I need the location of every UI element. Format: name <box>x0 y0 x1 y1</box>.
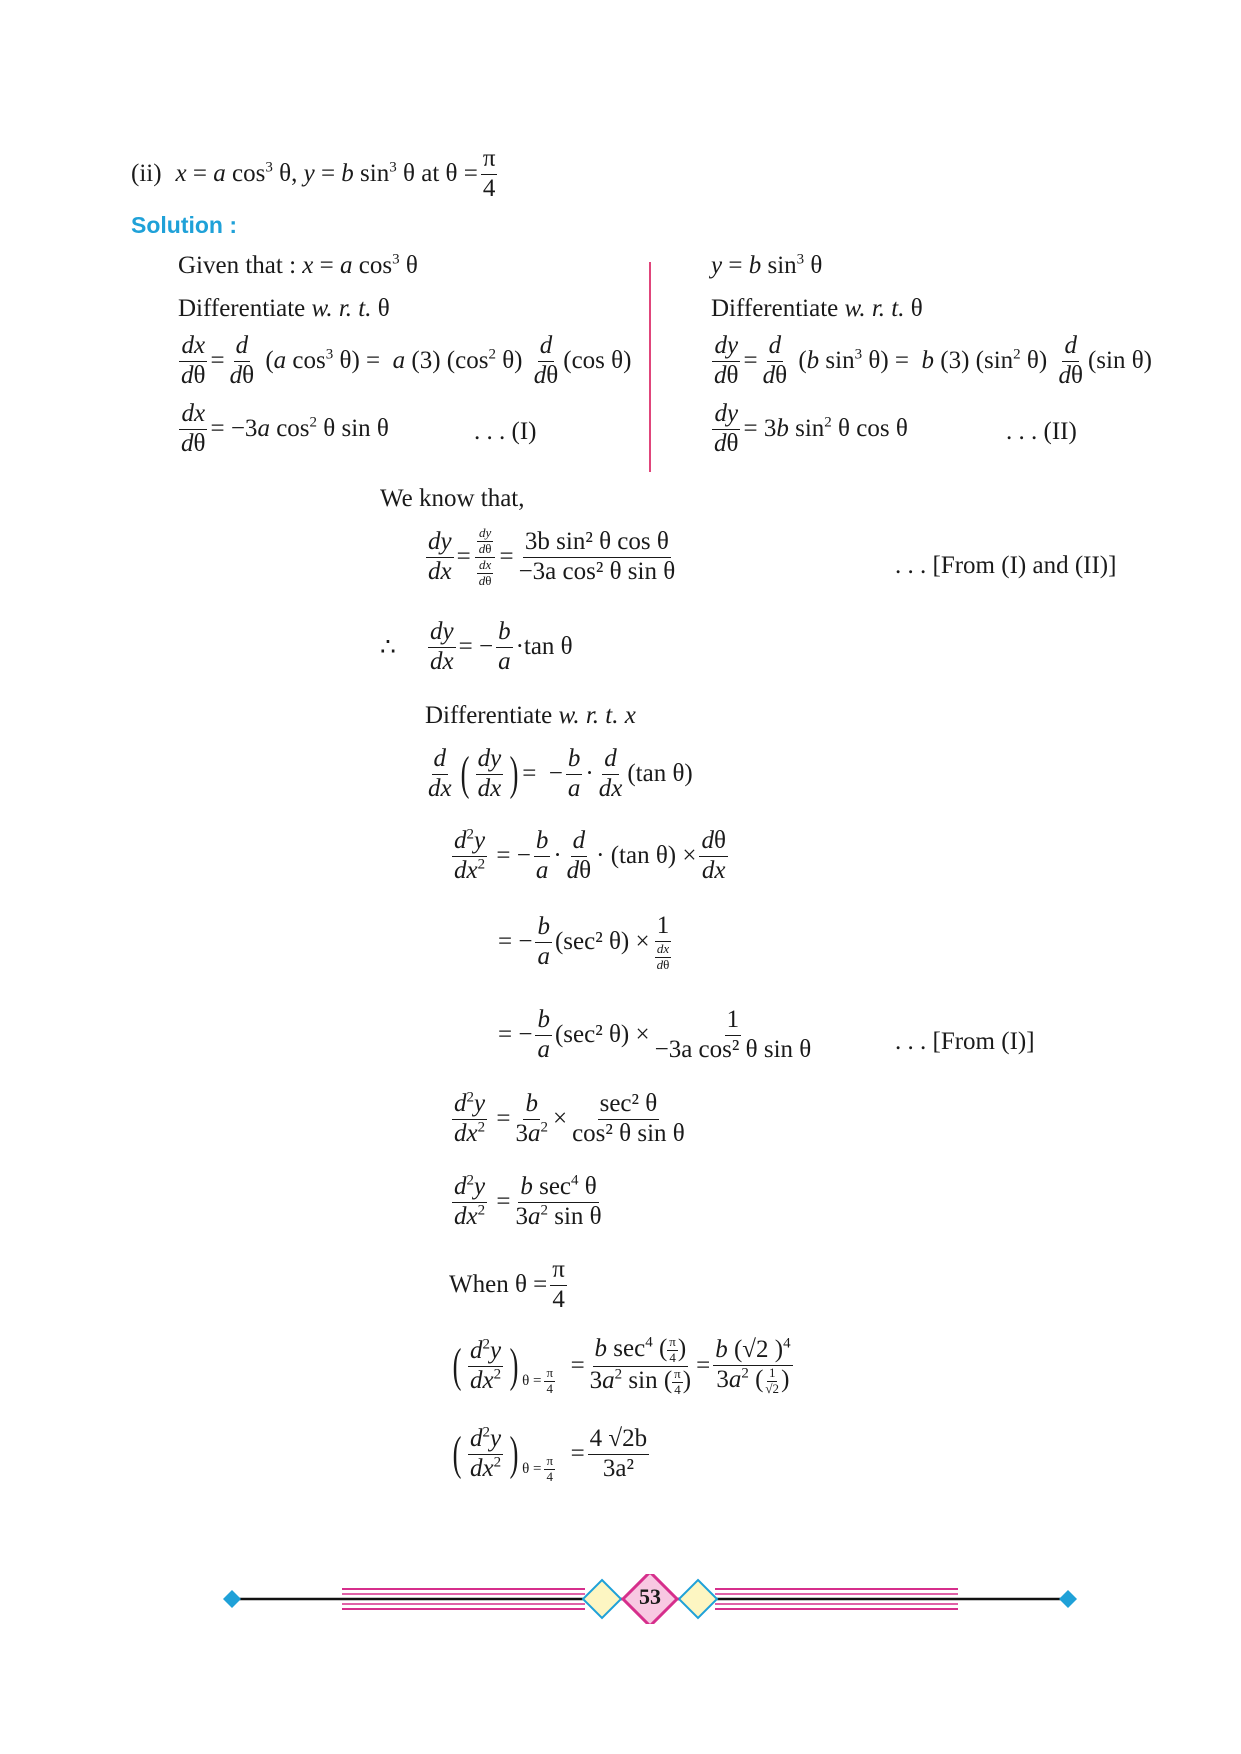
page-number: 53 <box>639 1584 661 1609</box>
evaluate-result: ( $\frac{d^2y}{dx^2}$ ) θ = $\frac{\pi}{4}$ = $\frac{4 √2b}{\text{3a²}}$ <box>452 1424 648 1484</box>
problem-statement <box>131 145 500 204</box>
second-derivative-step4: = − $\frac{b}{a}$ (sec² θ) × $\frac{1}{\text{−3a cos² θ sin θ}}$ <box>498 1006 812 1063</box>
right-eq1: $\frac{dy}{d\theta}$ = $\frac{d}{d\theta}$ (b $\sin^3 \theta) = b$ (3) ($\sin^2$ θ) $\frac{d}{d\theta}$ (sin θ) <box>714 332 1153 389</box>
we-know: We know that, <box>380 485 525 512</box>
differentiate-x: Differentiate w. r. t. x <box>425 702 636 729</box>
left-eq2: $\frac{dx}{d\theta}$ = −3a $\cos^2 \theta$ sin θ <box>181 400 389 457</box>
problem-label: (ii) <box>131 160 162 188</box>
statement-x: x = a $\cos^3 \theta$, y = b $\sin^3 \theta$ <box>175 159 422 188</box>
solution-label: Solution : <box>131 212 238 238</box>
column-divider <box>649 262 651 472</box>
second-derivative-step1: $\frac{d}{dx}$ ( $\frac{dy}{dx}$ ) = − $\frac{b}{a}$ · $\frac{d}{dx}$ (tan θ) <box>428 745 693 802</box>
ref-II: . . . (II) <box>1006 418 1077 445</box>
second-derivative-step2: $\frac{d^2y}{dx^2}$ = − $\frac{b}{a}$ · $\frac{d}{d\theta}$ · (tan θ) × $\frac{d\theta}{dx}$ <box>454 826 726 884</box>
left-given: Given that : x = a $\cos^3 \theta$ <box>178 251 418 279</box>
pi-over-4: $\frac{\pi}{4}$ <box>482 145 496 202</box>
ref-I: . . . (I) <box>474 418 537 445</box>
right-eq2: $\frac{dy}{d\theta}$ = 3b $\sin^2 \theta$ cos θ <box>714 400 908 457</box>
page-footer <box>220 1574 1080 1624</box>
ref-I-and-II: . . . [From (I) and (II)] <box>895 552 1117 579</box>
ratio-eq: $\frac{dy}{dx}$ = $\frac{\frac{dy}{d\theta}}{\frac{dx}{d\theta}}$ = $\frac{\text{3b sin² θ cos θ}}{\text{−3a cos² θ sin θ}}$ <box>428 525 676 588</box>
right-given: y = b $\sin^3 \theta$ <box>711 251 823 279</box>
evaluate-step1: ( $\frac{d^2y}{dx^2}$ ) θ = $\frac{\pi}{4}$ = b $\sec^4$ ( $\frac{\pi}{4}$ ) $3a^2$ sin ( $\frac{\pi}{4}$ ) = b (√2 )$^4$ $3a^2$ ( $\frac{1}{√2}$ ) <box>452 1334 791 1397</box>
left-differentiate: Differentiate w. r. t. θ <box>178 295 390 322</box>
dy-dx-result: ∴ $\frac{dy}{dx}$ = − $\frac{b}{a}$ · tan θ <box>380 618 573 675</box>
statement-at: at θ = <box>421 160 478 188</box>
second-derivative-step3: = − $\frac{b}{a}$ (sec² θ) × $\frac{1}{\frac{dx}{d\theta}}$ <box>498 912 670 972</box>
second-derivative-step5: $\frac{d^2y}{dx^2}$ = $\frac{b}{3a^2}$ × $\frac{\text{sec² θ}}{\text{cos² θ sin θ}}$ <box>454 1089 685 1147</box>
ref-from-I: . . . [From (I)] <box>895 1028 1035 1055</box>
second-derivative-step6: $\frac{d^2y}{dx^2}$ = $\frac{b \sec^4 \theta}{3a^2 \sin \theta}$ <box>454 1172 602 1230</box>
left-eq1: $\frac{dx}{d\theta}$ = $\frac{d}{d\theta}$ (a $\cos^3 \theta) = a$ (3) ($\cos^2$ θ) $\frac{d}{d\theta}$ (cos θ) <box>181 332 632 389</box>
right-differentiate: Differentiate w. r. t. θ <box>711 295 923 322</box>
when-theta: When θ = $\frac{\pi}{4}$ <box>449 1256 565 1313</box>
